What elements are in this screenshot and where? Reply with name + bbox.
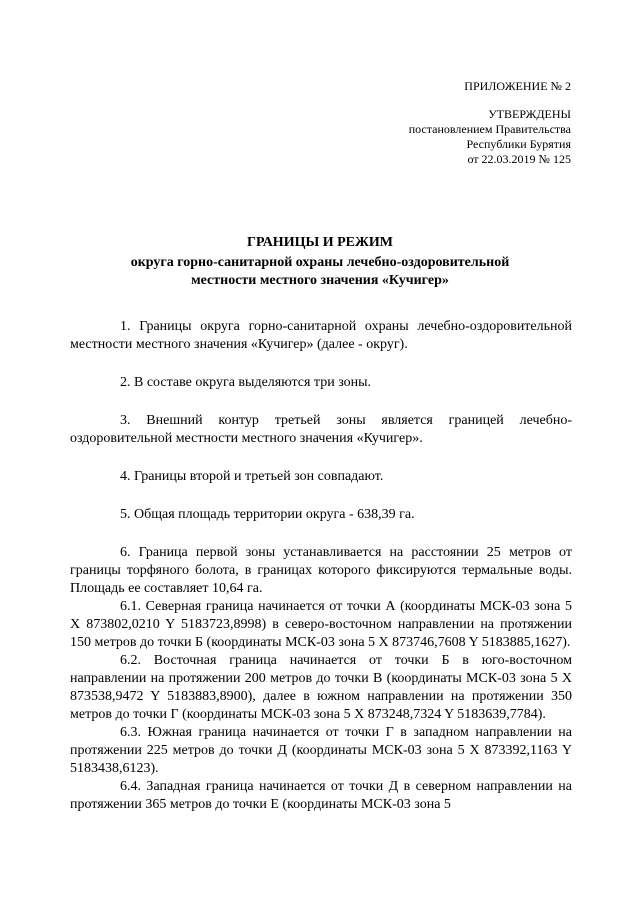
approved-label: УТВЕРЖДЕНЫ: [488, 107, 571, 121]
paragraph-6-1: 6.1. Северная граница начинается от точки А (координаты МСК-03 зона 5 X 873802,0210 Y 5183723,8998) в северо-восточном направлении на протяжении 150 метров до точки Б (координаты МСК-03 зона 5 X 873746,7608 Y 5183885,1627).: [70, 599, 572, 650]
paragraph-5: 5. Общая площадь территории округа - 638,39 га.: [120, 507, 415, 522]
approval-header: [409, 79, 571, 167]
appendix-number: ПРИЛОЖЕНИЕ № 2: [464, 79, 571, 93]
document-body: [70, 318, 572, 814]
title-subtitle-line-2: местности местного значения «Кучигер»: [191, 273, 449, 288]
title-subtitle-line-1: округа горно-санитарной охраны лечебно-оздоровительной: [130, 255, 510, 270]
paragraph-4: 4. Границы второй и третьей зон совпадают.: [120, 469, 384, 484]
approved-date: от 22.03.2019 № 125: [467, 152, 571, 166]
paragraph-6: 6. Граница первой зоны устанавливается на расстоянии 25 метров от границы торфяного болота, в границах которого фиксируются термальные воды. Площадь ее составляет 10,64 га.: [70, 545, 572, 596]
document-title: [60, 234, 580, 290]
approved-by-line-2: Республики Бурятия: [466, 137, 571, 151]
paragraph-6-3: 6.3. Южная граница начинается от точки Г в западном направлении на протяжении 225 метров до точки Д (координаты МСК-03 зона 5 X 873392,1163 Y 5183438,6123).: [70, 725, 572, 776]
paragraph-2: 2. В составе округа выделяются три зоны.: [120, 375, 372, 390]
paragraph-3: 3. Внешний контур третьей зоны является границей лечебно-оздоровительной местности местного значения «Кучигер».: [70, 413, 572, 446]
title-main: ГРАНИЦЫ И РЕЖИМ: [247, 235, 393, 250]
paragraph-6-4: 6.4. Западная граница начинается от точки Д в северном направлении на протяжении 365 метров до точки Е (координаты МСК-03 зона 5: [70, 779, 572, 812]
paragraph-6-2: 6.2. Восточная граница начинается от точки Б в юго-восточном направлении на протяжении 200 метров до точки В (координаты МСК-03 зона 5 X 873538,9472 Y 5183883,8900), далее в южном направлении на протяжении 350 метров до точки Г (координаты МСК-03 зона 5 X 873248,7324 Y 5183639,7784).: [70, 653, 572, 722]
paragraph-1: 1. Границы округа горно-санитарной охраны лечебно-оздоровительной местности местного значения «Кучигер» (далее - округ).: [70, 319, 572, 352]
approved-by-line-1: постановлением Правительства: [408, 122, 571, 136]
